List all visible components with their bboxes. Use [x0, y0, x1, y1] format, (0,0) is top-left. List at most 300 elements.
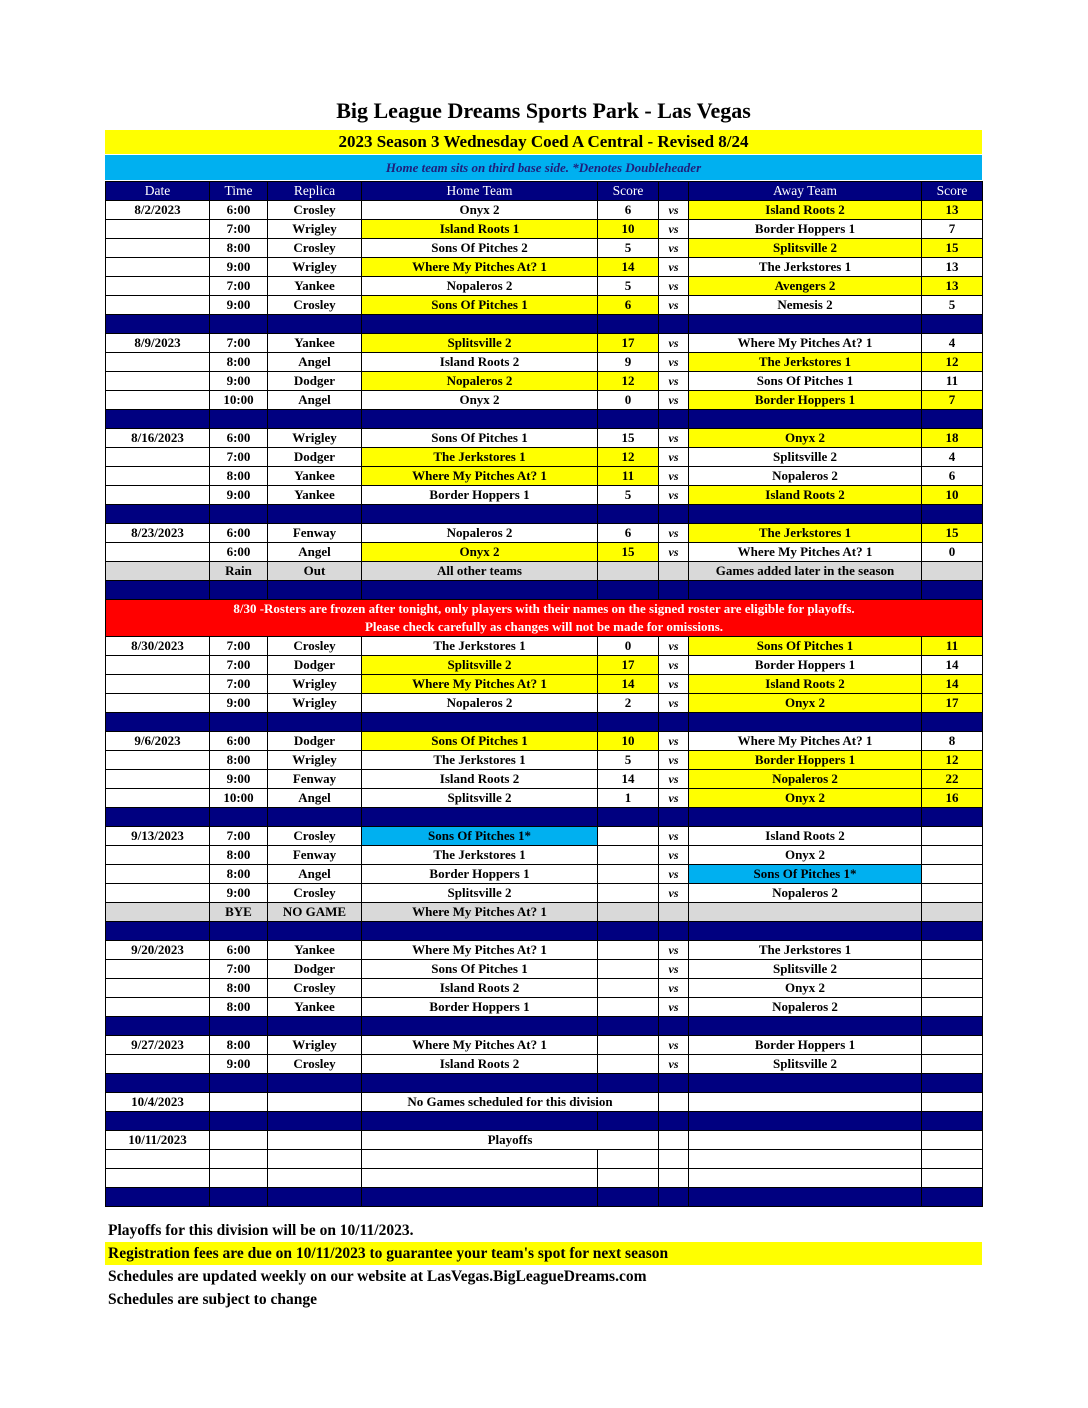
vs-cell: vs — [659, 998, 689, 1017]
game-row — [106, 884, 983, 903]
replica-cell: Yankee — [268, 277, 362, 296]
away-score-cell: 11 — [922, 637, 983, 656]
separator-cell — [659, 1017, 689, 1036]
time-cell: 7:00 — [210, 277, 268, 296]
home-team-cell: Border Hoppers 1 — [362, 998, 598, 1017]
time-cell: 7:00 — [210, 827, 268, 846]
time-cell: 10:00 — [210, 789, 268, 808]
away-team-cell: Onyx 2 — [689, 429, 922, 448]
away-team-cell — [689, 903, 922, 922]
date-cell — [106, 448, 210, 467]
separator-cell — [268, 581, 362, 600]
away-score-cell: 18 — [922, 429, 983, 448]
replica-cell — [268, 1093, 362, 1112]
home-score-cell: 6 — [598, 524, 659, 543]
home-score-cell: 6 — [598, 201, 659, 220]
away-score-cell — [922, 562, 983, 581]
date-cell — [106, 903, 210, 922]
time-cell: 7:00 — [210, 448, 268, 467]
home-team-cell: Sons Of Pitches 1 — [362, 429, 598, 448]
separator-cell — [210, 505, 268, 524]
time-cell: 8:00 — [210, 865, 268, 884]
away-team-cell: Island Roots 2 — [689, 675, 922, 694]
home-team-cell: Border Hoppers 1 — [362, 486, 598, 505]
game-row — [106, 391, 983, 410]
separator-cell — [689, 808, 922, 827]
separator-row — [106, 1074, 983, 1093]
away-team-cell: Nopaleros 2 — [689, 998, 922, 1017]
away-team-cell: Onyx 2 — [689, 979, 922, 998]
away-score-cell: 4 — [922, 334, 983, 353]
replica-cell: Crosley — [268, 979, 362, 998]
separator-row — [106, 410, 983, 429]
separator-cell — [106, 581, 210, 600]
separator-cell — [106, 922, 210, 941]
home-score-cell — [598, 979, 659, 998]
separator-cell — [268, 1112, 362, 1131]
separator-cell — [362, 808, 598, 827]
away-team-cell: Splitsville 2 — [689, 448, 922, 467]
time-cell — [210, 1093, 268, 1112]
date-cell — [106, 884, 210, 903]
date-cell — [106, 960, 210, 979]
date-cell: 8/23/2023 — [106, 524, 210, 543]
home-score-cell: 2 — [598, 694, 659, 713]
home-team-cell: Splitsville 2 — [362, 334, 598, 353]
vs-cell: vs — [659, 543, 689, 562]
replica-cell: Crosley — [268, 296, 362, 315]
replica-cell: Dodger — [268, 732, 362, 751]
game-row — [106, 789, 983, 808]
separator-cell — [659, 808, 689, 827]
separator-cell — [922, 410, 983, 429]
home-team-cell: Onyx 2 — [362, 201, 598, 220]
home-score-cell: 5 — [598, 277, 659, 296]
separator-cell — [210, 1188, 268, 1207]
home-team-cell: Where My Pitches At? 1 — [362, 903, 598, 922]
replica-cell: Wrigley — [268, 258, 362, 277]
separator-cell — [268, 922, 362, 941]
away-team-cell: Nopaleros 2 — [689, 770, 922, 789]
vs-cell: vs — [659, 239, 689, 258]
date-cell — [106, 220, 210, 239]
time-cell: 9:00 — [210, 884, 268, 903]
game-row — [106, 448, 983, 467]
time-cell: 9:00 — [210, 296, 268, 315]
game-row — [106, 846, 983, 865]
separator-cell — [362, 1074, 598, 1093]
header-away-team: Away Team — [689, 182, 922, 201]
away-score-cell: 14 — [922, 675, 983, 694]
website-note: Schedules are updated weekly on our website at LasVegas.BigLeagueDreams.com — [108, 1268, 647, 1285]
date-cell: 9/27/2023 — [106, 1036, 210, 1055]
away-score-cell — [922, 884, 983, 903]
home-score-cell — [598, 1055, 659, 1074]
separator-cell — [268, 1188, 362, 1207]
away-score-cell — [922, 960, 983, 979]
home-score-cell: 17 — [598, 656, 659, 675]
away-score-cell: 14 — [922, 656, 983, 675]
separator-cell — [106, 410, 210, 429]
replica-cell: Angel — [268, 353, 362, 372]
time-cell: 9:00 — [210, 1055, 268, 1074]
replica-cell: Angel — [268, 789, 362, 808]
date-cell: 8/2/2023 — [106, 201, 210, 220]
date-cell — [106, 789, 210, 808]
separator-cell — [210, 922, 268, 941]
vs-cell: vs — [659, 296, 689, 315]
home-score-cell — [598, 1036, 659, 1055]
separator-row — [106, 1112, 983, 1131]
separator-cell — [922, 581, 983, 600]
vs-cell: vs — [659, 675, 689, 694]
away-score-cell: 6 — [922, 467, 983, 486]
vs-cell: vs — [659, 656, 689, 675]
header-home-score: Score — [598, 182, 659, 201]
blank-cell — [922, 1150, 983, 1169]
date-cell: 8/30/2023 — [106, 637, 210, 656]
away-score-cell — [922, 1093, 983, 1112]
date-cell — [106, 656, 210, 675]
away-team-cell: Nopaleros 2 — [689, 884, 922, 903]
date-cell — [106, 846, 210, 865]
roster-alert-row — [106, 600, 983, 637]
vs-cell: vs — [659, 467, 689, 486]
home-score-cell: 6 — [598, 296, 659, 315]
separator-cell — [210, 315, 268, 334]
separator-cell — [598, 808, 659, 827]
time-cell: 8:00 — [210, 1036, 268, 1055]
replica-cell: Yankee — [268, 941, 362, 960]
game-row — [106, 751, 983, 770]
vs-cell: vs — [659, 486, 689, 505]
time-cell: BYE — [210, 903, 268, 922]
separator-cell — [659, 713, 689, 732]
separator-cell — [598, 581, 659, 600]
blank-cell — [210, 1150, 268, 1169]
roster-alert-line-2: Please check carefully as changes will not be made for omissions. — [364, 619, 724, 634]
time-cell: 6:00 — [210, 524, 268, 543]
away-team-cell: Onyx 2 — [689, 846, 922, 865]
home-team-cell: Nopaleros 2 — [362, 694, 598, 713]
separator-cell — [659, 1112, 689, 1131]
date-cell — [106, 770, 210, 789]
separator-cell — [659, 315, 689, 334]
date-cell — [106, 486, 210, 505]
blank-cell — [362, 1169, 598, 1188]
blank-cell — [659, 1150, 689, 1169]
away-score-cell — [922, 903, 983, 922]
date-cell — [106, 675, 210, 694]
home-score-cell: 12 — [598, 372, 659, 391]
away-team-cell: Onyx 2 — [689, 789, 922, 808]
date-cell: 10/11/2023 — [106, 1131, 210, 1150]
time-cell: 6:00 — [210, 732, 268, 751]
away-score-cell — [922, 1131, 983, 1150]
vs-cell: vs — [659, 884, 689, 903]
time-cell: 7:00 — [210, 960, 268, 979]
away-score-cell: 4 — [922, 448, 983, 467]
home-score-cell — [598, 827, 659, 846]
time-cell: 8:00 — [210, 239, 268, 258]
game-row — [106, 239, 983, 258]
replica-cell: Yankee — [268, 467, 362, 486]
header-vs — [659, 182, 689, 201]
game-row — [106, 960, 983, 979]
time-cell: 6:00 — [210, 201, 268, 220]
vs-cell: vs — [659, 448, 689, 467]
time-cell: 6:00 — [210, 543, 268, 562]
notice-row — [106, 1131, 983, 1150]
separator-cell — [598, 1017, 659, 1036]
separator-cell — [210, 1074, 268, 1093]
away-score-cell: 13 — [922, 277, 983, 296]
away-team-cell: Where My Pitches At? 1 — [689, 732, 922, 751]
playoffs-note: Playoffs for this division will be on 10/11/2023. — [108, 1222, 414, 1239]
home-team-cell: Island Roots 1 — [362, 220, 598, 239]
vs-cell: vs — [659, 865, 689, 884]
separator-row — [106, 505, 983, 524]
home-score-cell: 1 — [598, 789, 659, 808]
vs-cell: vs — [659, 979, 689, 998]
away-team-cell: Island Roots 2 — [689, 827, 922, 846]
time-cell: 9:00 — [210, 486, 268, 505]
game-row — [106, 694, 983, 713]
game-row — [106, 429, 983, 448]
vs-cell — [659, 1131, 689, 1150]
roster-alert-line-1: 8/30 -Rosters are frozen after tonight, only players with their names on the signed roster are eligible for playoffs. — [233, 601, 855, 616]
vs-cell: vs — [659, 353, 689, 372]
separator-cell — [210, 1017, 268, 1036]
home-team-cell: Onyx 2 — [362, 543, 598, 562]
replica-cell: Crosley — [268, 827, 362, 846]
away-score-cell: 13 — [922, 201, 983, 220]
game-row — [106, 941, 983, 960]
away-team-cell: The Jerkstores 1 — [689, 353, 922, 372]
separator-cell — [362, 581, 598, 600]
home-team-cell: The Jerkstores 1 — [362, 637, 598, 656]
blank-cell — [106, 1150, 210, 1169]
home-team-cell: Sons Of Pitches 1 — [362, 960, 598, 979]
game-row — [106, 296, 983, 315]
separator-cell — [106, 1074, 210, 1093]
game-row — [106, 220, 983, 239]
home-score-cell — [598, 941, 659, 960]
separator-cell — [106, 1112, 210, 1131]
separator-cell — [659, 1074, 689, 1093]
game-row — [106, 277, 983, 296]
replica-cell: Wrigley — [268, 694, 362, 713]
away-score-cell: 15 — [922, 524, 983, 543]
game-row — [106, 770, 983, 789]
home-score-cell: 10 — [598, 220, 659, 239]
date-cell — [106, 391, 210, 410]
away-score-cell: 12 — [922, 751, 983, 770]
date-cell — [106, 865, 210, 884]
away-team-cell: Where My Pitches At? 1 — [689, 334, 922, 353]
game-row — [106, 486, 983, 505]
away-score-cell — [922, 979, 983, 998]
date-cell: 9/6/2023 — [106, 732, 210, 751]
date-cell — [106, 979, 210, 998]
away-team-cell: Nopaleros 2 — [689, 467, 922, 486]
blank-cell — [598, 1169, 659, 1188]
away-score-cell: 12 — [922, 353, 983, 372]
game-row — [106, 353, 983, 372]
time-cell: 8:00 — [210, 467, 268, 486]
away-score-cell — [922, 1055, 983, 1074]
separator-cell — [362, 505, 598, 524]
home-score-cell: 14 — [598, 258, 659, 277]
separator-cell — [689, 1074, 922, 1093]
vs-cell — [659, 903, 689, 922]
time-cell: 6:00 — [210, 429, 268, 448]
time-cell: Rain — [210, 562, 268, 581]
away-team-cell: Avengers 2 — [689, 277, 922, 296]
home-score-cell: 5 — [598, 751, 659, 770]
separator-cell — [598, 315, 659, 334]
separator-cell — [598, 410, 659, 429]
game-row — [106, 1055, 983, 1074]
replica-cell: Dodger — [268, 656, 362, 675]
vs-cell: vs — [659, 941, 689, 960]
home-team-cell: Sons Of Pitches 1 — [362, 296, 598, 315]
separator-cell — [689, 410, 922, 429]
away-score-cell: 22 — [922, 770, 983, 789]
separator-cell — [922, 1112, 983, 1131]
separator-cell — [689, 1017, 922, 1036]
blank-cell — [689, 1150, 922, 1169]
separator-cell — [106, 315, 210, 334]
time-cell: 9:00 — [210, 258, 268, 277]
home-score-cell: 15 — [598, 429, 659, 448]
time-cell: 8:00 — [210, 846, 268, 865]
away-team-cell: Border Hoppers 1 — [689, 656, 922, 675]
page-title: Big League Dreams Sports Park - Las Vegas — [336, 98, 751, 123]
away-team-cell: Nemesis 2 — [689, 296, 922, 315]
date-cell — [106, 543, 210, 562]
replica-cell: Yankee — [268, 998, 362, 1017]
home-score-cell: 0 — [598, 637, 659, 656]
separator-cell — [922, 1074, 983, 1093]
vs-cell: vs — [659, 524, 689, 543]
separator-cell — [689, 1188, 922, 1207]
home-score-cell: 11 — [598, 467, 659, 486]
vs-cell: vs — [659, 1055, 689, 1074]
away-score-cell: 0 — [922, 543, 983, 562]
separator-row — [106, 922, 983, 941]
home-team-cell: Border Hoppers 1 — [362, 865, 598, 884]
replica-cell: Crosley — [268, 239, 362, 258]
separator-cell — [689, 315, 922, 334]
time-cell: 6:00 — [210, 941, 268, 960]
separator-cell — [659, 410, 689, 429]
vs-cell: vs — [659, 637, 689, 656]
replica-cell: Fenway — [268, 846, 362, 865]
away-team-cell: Games added later in the season — [689, 562, 922, 581]
separator-cell — [362, 922, 598, 941]
vs-cell: vs — [659, 732, 689, 751]
separator-cell — [922, 315, 983, 334]
separator-cell — [598, 1074, 659, 1093]
home-team-cell: Where My Pitches At? 1 — [362, 941, 598, 960]
vs-cell: vs — [659, 1036, 689, 1055]
away-score-cell: 7 — [922, 220, 983, 239]
home-team-cell: The Jerkstores 1 — [362, 448, 598, 467]
game-row — [106, 258, 983, 277]
replica-cell: Angel — [268, 543, 362, 562]
replica-cell: Angel — [268, 865, 362, 884]
home-team-cell: Onyx 2 — [362, 391, 598, 410]
home-score-cell — [598, 846, 659, 865]
replica-cell: Crosley — [268, 637, 362, 656]
blank-cell — [362, 1150, 598, 1169]
away-team-cell: Border Hoppers 1 — [689, 1036, 922, 1055]
away-score-cell: 5 — [922, 296, 983, 315]
separator-row — [106, 808, 983, 827]
home-score-cell: 14 — [598, 675, 659, 694]
home-score-cell: 14 — [598, 770, 659, 789]
game-row — [106, 562, 983, 581]
separator-row — [106, 1017, 983, 1036]
home-team-cell: Island Roots 2 — [362, 770, 598, 789]
away-score-cell: 15 — [922, 239, 983, 258]
time-cell: 9:00 — [210, 770, 268, 789]
home-team-cell: Island Roots 2 — [362, 353, 598, 372]
home-score-cell — [598, 562, 659, 581]
vs-cell: vs — [659, 220, 689, 239]
replica-cell: NO GAME — [268, 903, 362, 922]
away-team-cell: The Jerkstores 1 — [689, 258, 922, 277]
blank-cell — [922, 1169, 983, 1188]
date-cell: 9/20/2023 — [106, 941, 210, 960]
game-row — [106, 998, 983, 1017]
vs-cell: vs — [659, 429, 689, 448]
time-cell: 10:00 — [210, 391, 268, 410]
notice-cell: No Games scheduled for this division — [362, 1093, 659, 1112]
header-time: Time — [210, 182, 268, 201]
home-score-cell: 12 — [598, 448, 659, 467]
away-team-cell: Island Roots 2 — [689, 486, 922, 505]
header-replica: Replica — [268, 182, 362, 201]
away-team-cell: Splitsville 2 — [689, 1055, 922, 1074]
separator-cell — [210, 808, 268, 827]
separator-cell — [268, 808, 362, 827]
separator-cell — [659, 505, 689, 524]
home-score-cell: 5 — [598, 486, 659, 505]
schedule-table — [105, 181, 983, 1207]
time-cell: 8:00 — [210, 751, 268, 770]
away-score-cell: 13 — [922, 258, 983, 277]
away-team-cell: Border Hoppers 1 — [689, 391, 922, 410]
separator-cell — [659, 922, 689, 941]
replica-cell: Fenway — [268, 770, 362, 789]
away-score-cell — [922, 865, 983, 884]
away-team-cell — [689, 1131, 922, 1150]
header-row — [106, 182, 983, 201]
replica-cell: Wrigley — [268, 1036, 362, 1055]
blank-cell — [659, 1169, 689, 1188]
vs-cell: vs — [659, 960, 689, 979]
separator-cell — [362, 410, 598, 429]
game-row — [106, 675, 983, 694]
separator-cell — [362, 1188, 598, 1207]
blank-cell — [689, 1169, 922, 1188]
blank-row — [106, 1150, 983, 1169]
separator-cell — [689, 505, 922, 524]
separator-cell — [106, 505, 210, 524]
separator-row — [106, 581, 983, 600]
